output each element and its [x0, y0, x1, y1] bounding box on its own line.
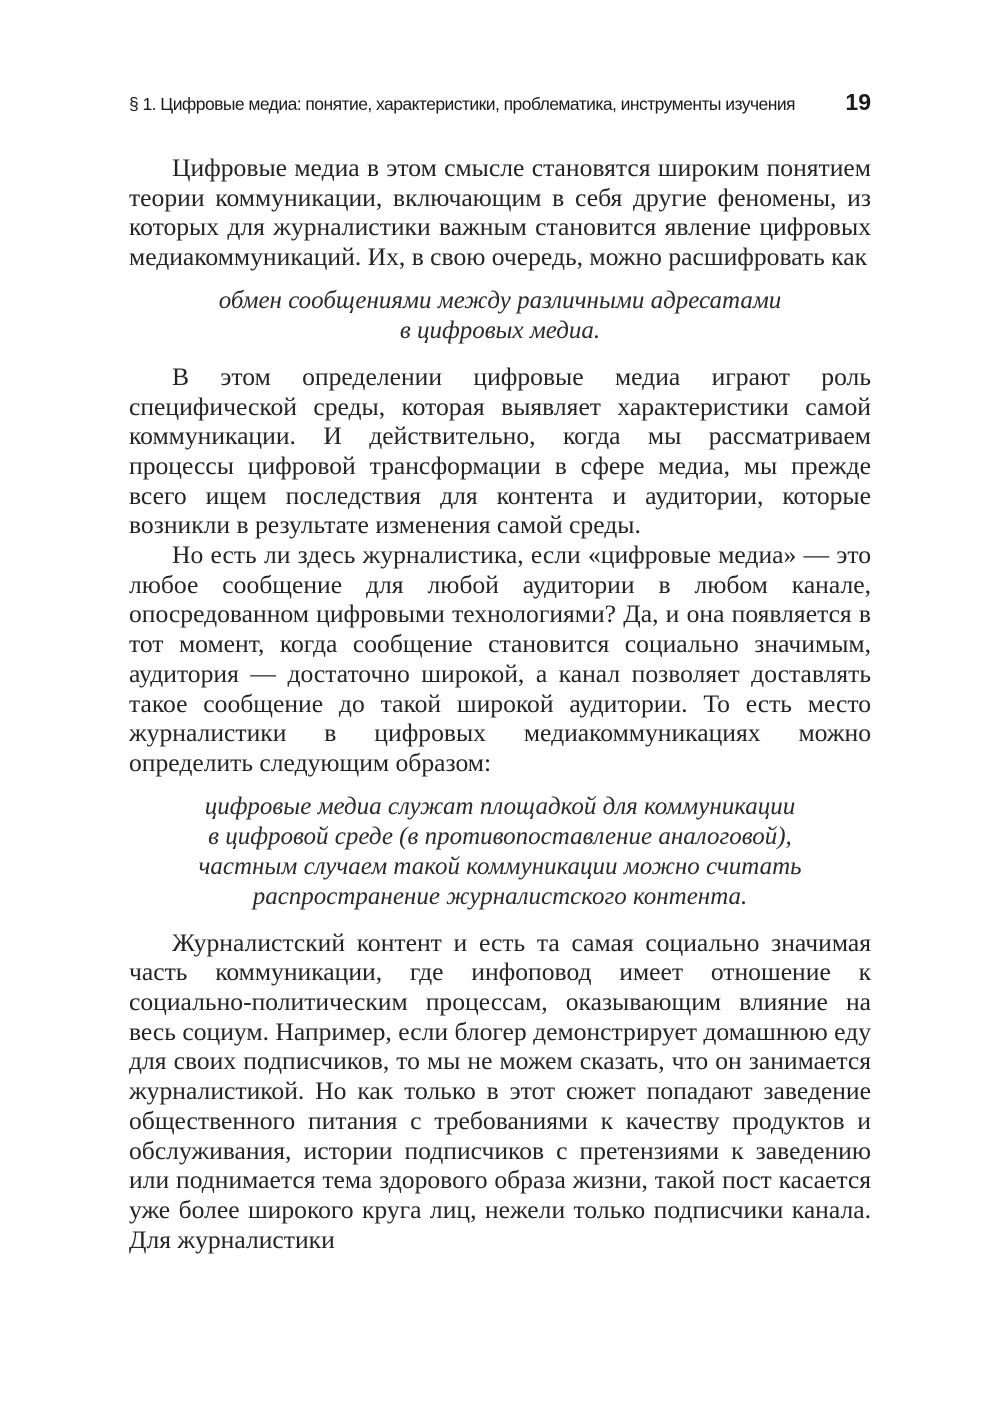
running-title: § 1. Цифровые медиа: понятие, характеристики, проблематика, инструменты изучения: [129, 94, 795, 114]
paragraph: Цифровые медиа в этом смысле становятся широким понятием теории коммуникации, включающим в себя другие феномены, из которых для журналистики важным становится явление цифровых медиакоммуникаций. Их, в свою очередь, можно расшифровать как: [129, 153, 871, 272]
definition-line: частным случаем такой коммуникации можно считать: [198, 852, 802, 880]
paragraph: Но есть ли здесь журналистика, если «цифровые медиа» — это любое сообщение для любой аудитории в любом канале, опосредованном цифровыми технологиями? Да, и она появляется в тот момент, когда сообщение становится социально значимым, аудитория — достаточно широкой, а канал позволяет доставлять такое сообщение до такой широкой аудитории. То есть место журналистики в цифровых медиакоммуникациях можно определить следующим образом:: [129, 540, 871, 777]
definition-line: распространение журналистского контента.: [252, 882, 748, 910]
page-number: 19: [845, 89, 871, 115]
definition-line: в цифровой среде (в противопоставление аналоговой),: [208, 822, 792, 850]
paragraph: В этом определении цифровые медиа играют роль специфической среды, которая выявляет характеристики самой коммуникации. И действительно, когда мы рассматриваем процессы цифровой трансформации в сфере медиа, мы прежде всего ищем последствия для контента и аудитории, которые возникли в результате изменения самой среды.: [129, 361, 871, 540]
definition-block: [129, 286, 871, 346]
definition-line: обмен сообщениями между различными адресатами: [218, 286, 782, 314]
definition-block: [129, 792, 871, 912]
definition-line: цифровые медиа служат площадкой для коммуникации: [204, 792, 796, 820]
definition-line: в цифровых медиа.: [399, 316, 601, 344]
paragraph: Журналистский контент и есть та самая социально значимая часть коммуникации, где инфоповод имеет отношение к социально-политическим процессам, оказывающим влияние на весь социум. Например, если блогер демонстрирует домашнюю еду для своих подписчиков, то мы не можем сказать, что он занимается журналистикой. Но как только в этот сюжет попадают заведение общественного питания с требованиями к качеству продуктов и обслуживания, истории подписчиков с претензиями к заведению или поднимается тема здорового образа жизни, такой пост касается уже более широкого круга лиц, нежели только подписчики канала. Для журналистики: [129, 927, 871, 1254]
body-text: [129, 153, 871, 1254]
